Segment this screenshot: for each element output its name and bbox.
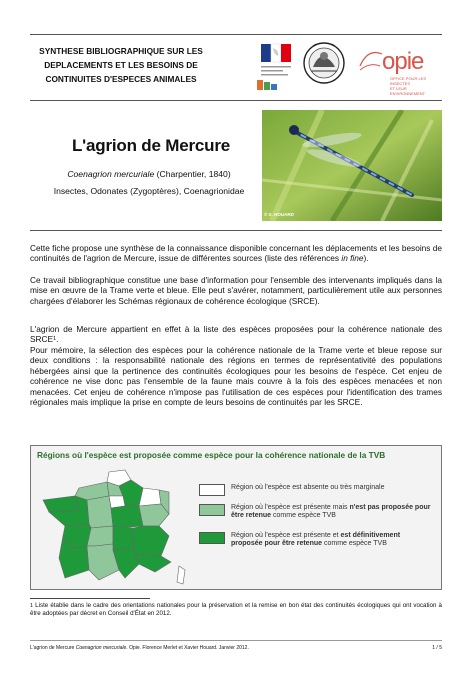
region-auvergne: [113, 526, 133, 550]
srce-paragraph: [30, 324, 442, 345]
legend-swatch-absent: [199, 484, 225, 496]
tvb-map-figure: [30, 445, 442, 590]
opie-wordmark: opie: [382, 48, 424, 75]
header-top-rule: [30, 34, 442, 35]
legend-tail: comme espèce TVB: [271, 512, 336, 520]
header-bottom-rule: [30, 100, 442, 101]
map-title: Régions où l'espèce est proposée comme espèce pour la cohérence nationale de la TVB: [37, 450, 386, 460]
region-corsica: [177, 566, 185, 584]
scientific-name-line: [44, 168, 254, 181]
region-rhone-alpes: [133, 526, 169, 556]
opie-subtitle-line: OFFICE POUR LES INSECTES: [390, 76, 427, 86]
legend-swatch-proposed: [199, 532, 225, 544]
report-series-title: [36, 44, 206, 86]
legend-label: [231, 504, 431, 521]
legend-label: [231, 532, 431, 549]
museum-seal-logo: [303, 42, 345, 84]
footer-citation-end: . Opie. Florence Merlet et Xavier Houard. Janvier 2012.: [126, 645, 249, 651]
opie-logo: [356, 46, 442, 94]
france-regions-map: [39, 466, 191, 588]
opie-subtitle: [390, 76, 442, 96]
legend-bold: est définitivement proposée pour être retenue: [231, 532, 401, 548]
intro-text-end: ).: [363, 253, 369, 264]
scientific-name: Coenagrion mercuriale: [67, 169, 155, 179]
srce-text-end: .: [56, 334, 59, 345]
page-number: 1 / 5: [432, 645, 442, 651]
photo-credit: © X. HOUARD: [264, 212, 294, 217]
region-lorraine: [139, 488, 161, 506]
section-rule: [30, 230, 442, 231]
classification: Insectes, Odonates (Zygoptères), Coenagrionidae: [53, 186, 245, 196]
footnote-number: 1: [30, 603, 34, 609]
footnote-text: Liste établie dans le cadre des orientations nationales pour la préservation et la remise en bon état des continuités écologiques qui ont vocation à être adoptées par décret en Conseil d'État en 2012.: [30, 602, 442, 617]
footnote-ref[interactable]: 1: [53, 336, 57, 343]
legend-bold: n'est pas proposée pour être retenue: [231, 504, 431, 520]
srce-text: L'agrion de Mercure appartient en effet à la liste des espèces proposées pour la cohérence nationale des SRCE: [30, 324, 442, 345]
species-author: (Charpentier, 1840): [154, 169, 231, 179]
report-series-title-line: DEPLACEMENTS ET LES BESOINS DE: [44, 60, 198, 70]
legend-text: Région où l'espèce est présente et: [231, 532, 341, 539]
footer-citation: [30, 645, 249, 651]
region-brittany: [43, 496, 79, 512]
legend-tail: comme espèce TVB: [322, 540, 387, 548]
region-paca: [135, 554, 171, 572]
intro-paragraph: [30, 243, 442, 264]
marianne-ministry-logo: [255, 40, 295, 92]
legend-label: [231, 484, 431, 492]
footnote: [30, 602, 442, 618]
species-title: L'agrion de Mercure: [72, 136, 230, 155]
footer-citation-italic: Coenagrion mercuriale: [75, 645, 127, 651]
damselfly-photo: [262, 110, 442, 221]
intro-text: Cette fiche propose une synthèse de la connaissance disponible concernant les déplacements et les besoins de continuités de l'agrion de Mercure, issue de différentes sources (liste des références: [30, 243, 442, 264]
footer-rule: [30, 640, 442, 641]
region-burgundy: [111, 506, 143, 528]
legend-swatch-present: [199, 504, 225, 516]
legend-text: Région où l'espèce est présente mais: [231, 504, 350, 511]
report-series-title-line: CONTINUITES D'ESPECES ANIMALES: [45, 74, 197, 84]
footer-citation-text: L'agrion de Mercure: [30, 645, 76, 651]
footnote-rule: [30, 598, 150, 599]
legend-text: Région où l'espèce est absente ou très marginale: [231, 484, 385, 491]
report-series-title-line: SYNTHESE BIBLIOGRAPHIQUE SUR LES: [39, 46, 203, 56]
region-limousin: [87, 526, 113, 546]
intro-text-italic: in fine: [341, 253, 364, 264]
region-centre: [87, 496, 113, 528]
purpose-paragraph: Ce travail bibliographique constitue une base d'information pour l'ensemble des intervenants impliqués dans la mise en œuvre de la Trame verte et bleue. Elle peut s'avérer, notamment, particulièrement utile aux personnes chargées d'élaborer les Schémas régionaux de cohérence écologique (SRCE).: [30, 275, 442, 306]
opie-subtitle-line: ET LEUR ENVIRONNEMENT: [390, 86, 426, 96]
reminder-paragraph: Pour mémoire, la sélection des espèces pour la cohérence nationale de la Trame verte et bleue repose sur deux conditions : la responsabilité nationale des régions en termes de représentativité des populations hébergées ainsi que la pertinence des continuités écologiques pour les besoins de l'espèce. Cet enjeu de cohérence ne vise donc pas l'ensemble de la faune mais couvre à la fois des espèces menacées et non menacées. Cet enjeu de cohérence n'impose pas l'utilisation de ces espèces pour l'identification des trames régionales mais implique la prise en compte de leurs besoins de continuités par les SRCE.: [30, 345, 442, 408]
